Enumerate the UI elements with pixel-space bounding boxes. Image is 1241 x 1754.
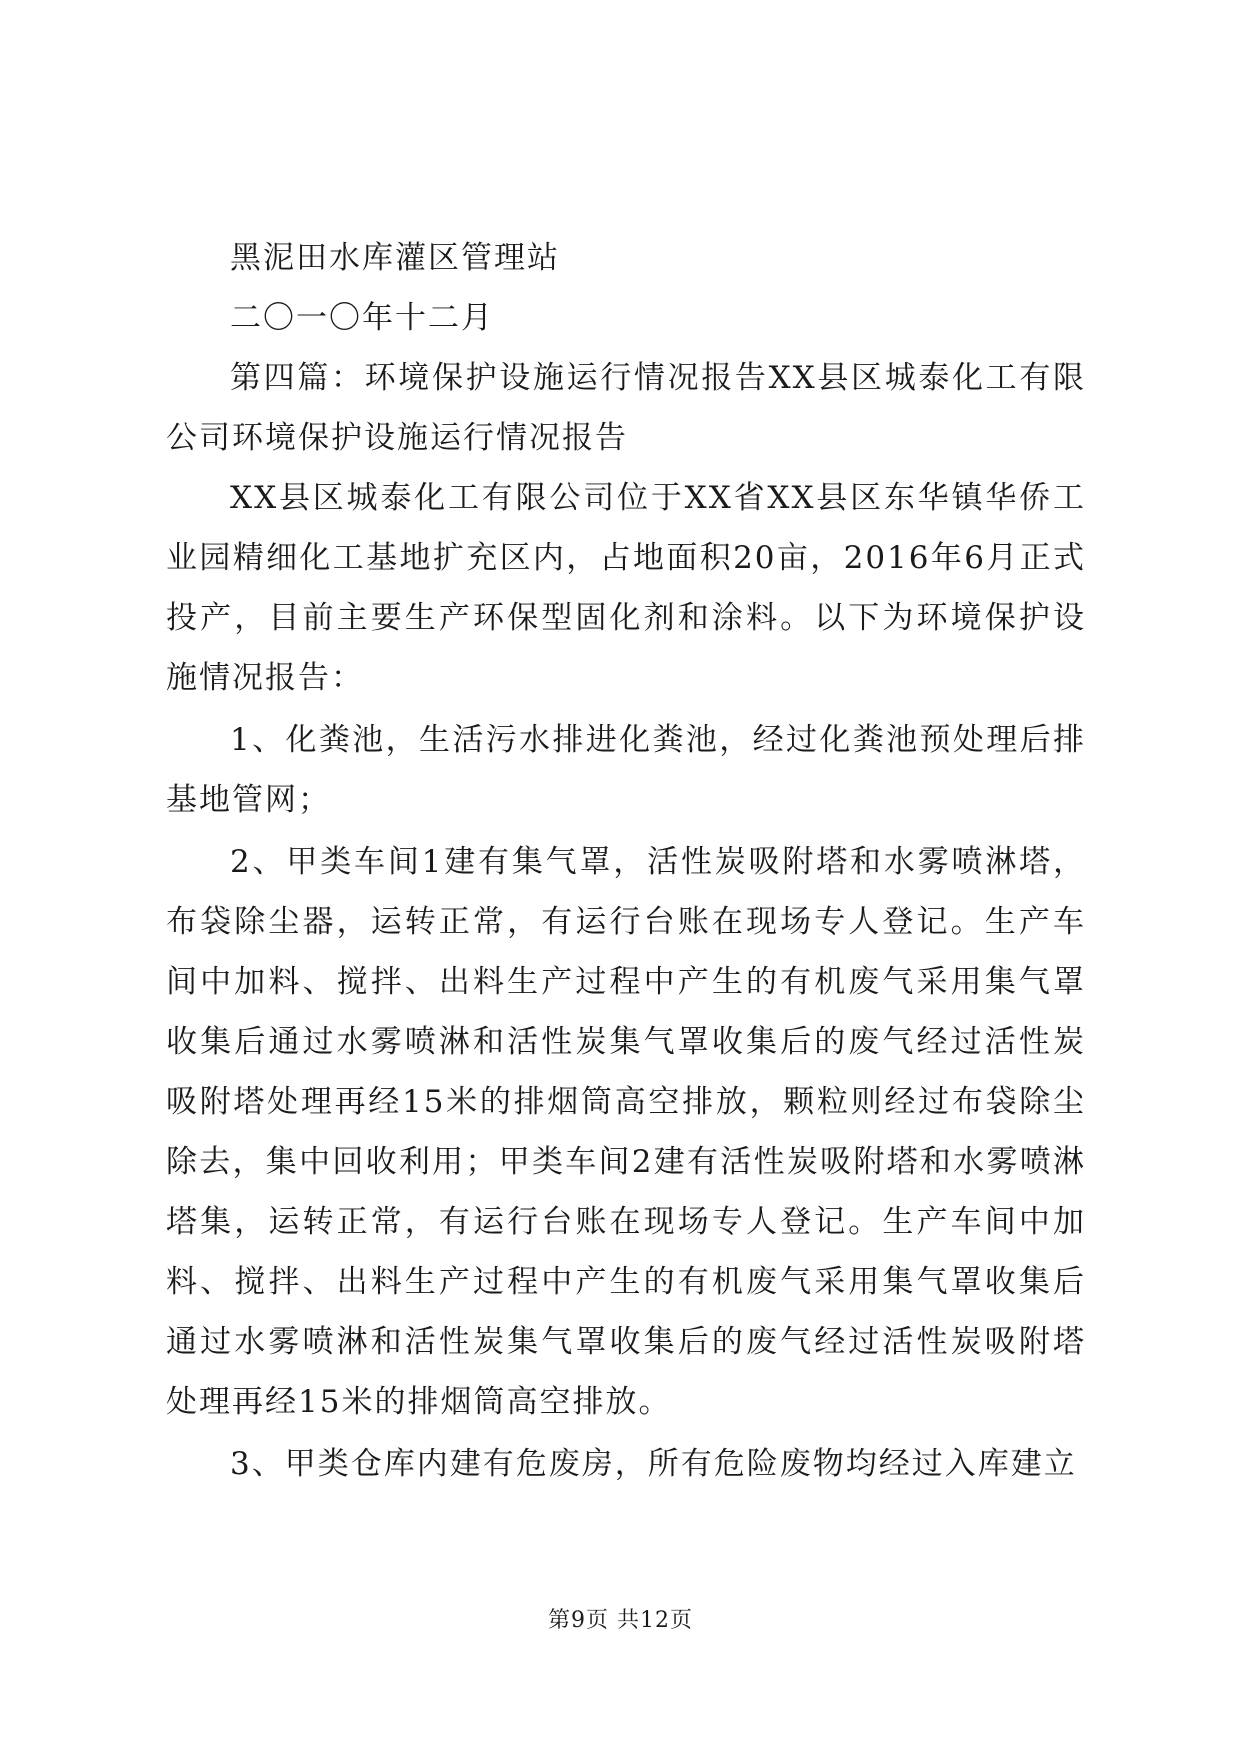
document-body — [166, 228, 1086, 1494]
paragraph-chapter-title: 第四篇：环境保护设施运行情况报告XX县区城泰化工有限公司环境保护设施运行情况报告 — [166, 360, 1086, 456]
paragraph-company-intro: XX县区城泰化工有限公司位于XX省XX县区东华镇华侨工业园精细化工基地扩充区内，占地面积20亩，2016年6月正式投产，目前主要生产环保型固化剂和涂料。以下为环境保护设施情况报告： — [166, 480, 1086, 696]
page-number-footer: 第9页 共12页 — [548, 1608, 693, 1633]
paragraph-item-2: 2、甲类车间1建有集气罩，活性炭吸附塔和水雾喷淋塔，布袋除尘器，运转正常，有运行台账在现场专人登记。生产车间中加料、搅拌、出料生产过程中产生的有机废气采用集气罩收集后通过水雾喷淋和活性炭集气罩收集后的废气经过活性炭吸附塔处理再经15米的排烟筒高空排放，颗粒则经过布袋除尘除去，集中回收利用；甲类车间2建有活性炭吸附塔和水雾喷淋塔集，运转正常，有运行台账在现场专人登记。生产车间中加料、搅拌、出料生产过程中产生的有机废气采用集气罩收集后通过水雾喷淋和活性炭集气罩收集后的废气经过活性炭吸附塔处理再经15米的排烟筒高空排放。 — [166, 844, 1086, 1420]
paragraph-item-1: 1、化粪池，生活污水排进化粪池，经过化粪池预处理后排基地管网； — [166, 722, 1086, 818]
paragraph-item-3: 3、甲类仓库内建有危废房，所有危险废物均经过入库建立 — [230, 1446, 1077, 1482]
paragraph-organization: 黑泥田水库灌区管理站 — [230, 240, 560, 276]
paragraph-date: 二〇一〇年十二月 — [230, 300, 494, 336]
